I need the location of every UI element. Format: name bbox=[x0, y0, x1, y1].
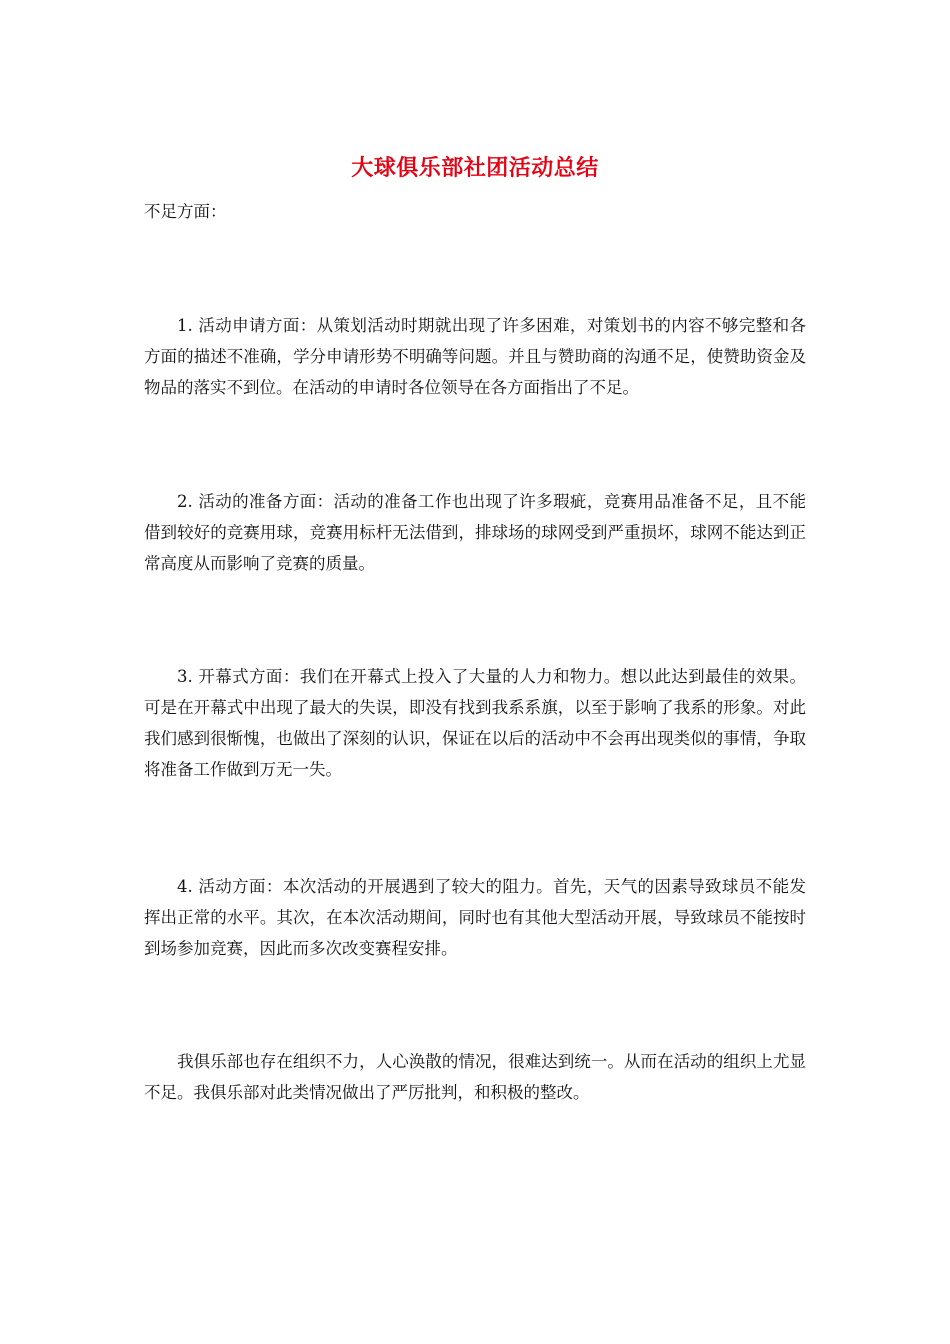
paragraph-2: 2. 活动的准备方面：活动的准备工作也出现了许多瑕疵，竞赛用品准备不足，且不能借到较好的竞赛用球，竞赛用标杆无法借到，排球场的球网受到严重损坏，球网不能达到正常高度从而影响了竞赛的质量。 bbox=[144, 492, 806, 573]
document-title: 大球俱乐部社团活动总结 bbox=[351, 155, 599, 181]
paragraph-3: 3. 开幕式方面：我们在开幕式上投入了大量的人力和物力。想以此达到最佳的效果。可是在开幕式中出现了最大的失误，即没有找到我系系旗，以至于影响了我系的形象。对此我们感到很惭愧，也做出了深刻的认识，保证在以后的活动中不会再出现类似的事情，争取将准备工作做到万无一失。 bbox=[144, 667, 806, 779]
paragraph-5: 我俱乐部也存在组织不力，人心涣散的情况，很难达到统一。从而在活动的组织上尤显不足。我俱乐部对此类情况做出了严厉批判，和积极的整改。 bbox=[144, 1052, 806, 1102]
paragraph-1: 1. 活动申请方面：从策划活动时期就出现了许多困难，对策划书的内容不够完整和各方面的描述不准确，学分申请形势不明确等问题。并且与赞助商的沟通不足，使赞助资金及物品的落实不到位。在活动的申请时各位领导在各方面指出了不足。 bbox=[144, 316, 806, 397]
paragraph-4: 4. 活动方面：本次活动的开展遇到了较大的阻力。首先，天气的因素导致球员不能发挥出正常的水平。其次，在本次活动期间，同时也有其他大型活动开展，导致球员不能按时到场参加竞赛，因此而多次改变赛程安排。 bbox=[144, 877, 806, 958]
document-body bbox=[144, 196, 806, 1108]
section-label: 不足方面： bbox=[144, 202, 227, 221]
